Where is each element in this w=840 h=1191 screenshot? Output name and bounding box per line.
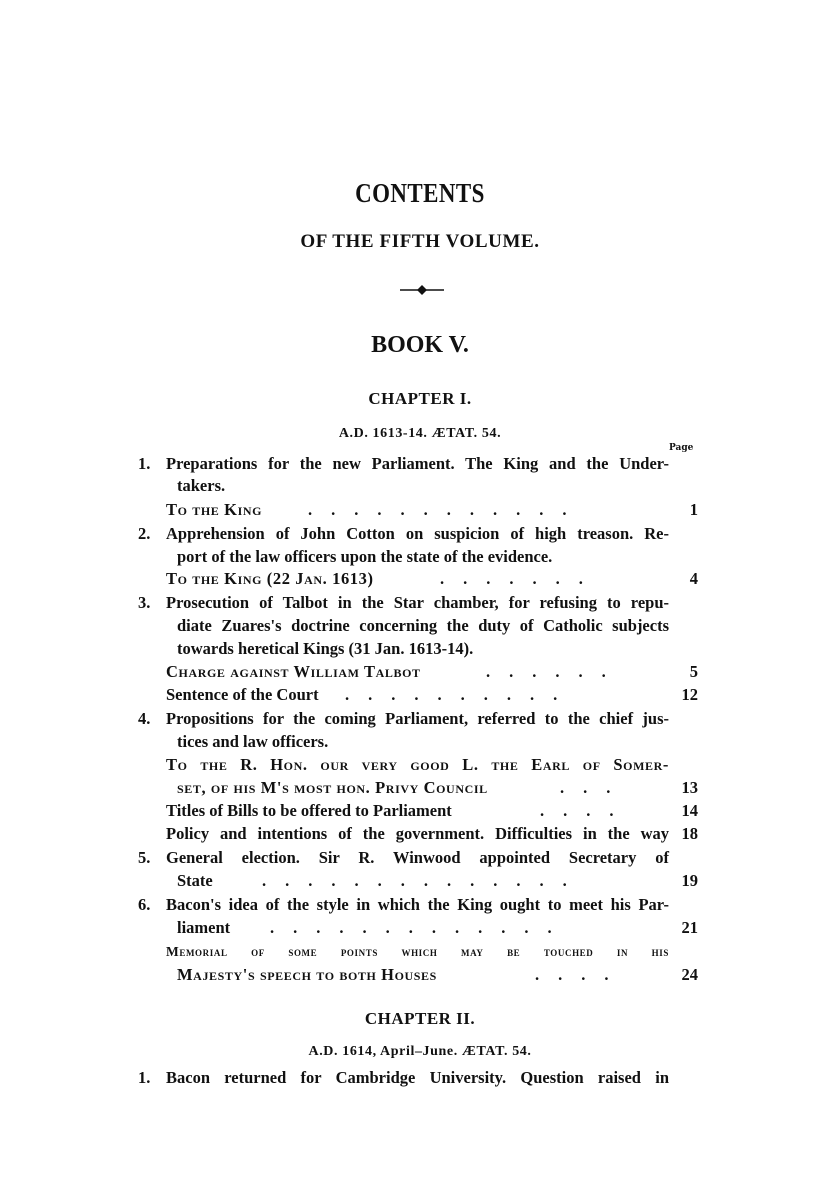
entry-text: State (177, 871, 213, 890)
volume-subtitle: OF THE FIFTH VOLUME. (300, 231, 540, 252)
page-number: 13 (681, 778, 698, 797)
entry-text: To the King (22 Jan. 1613) (166, 569, 374, 588)
entry-number: 1. (138, 454, 151, 473)
chapter-1-date: A.D. 1613-14. ÆTAT. 54. (338, 426, 502, 441)
toc-subentry (0, 753, 840, 777)
chapter-2-date: A.D. 1614, April–June. ÆTAT. 54. (308, 1044, 532, 1059)
toc-subentry-cont: set, of his M's most hon. Privy Council ... 13 (0, 776, 840, 800)
page-number: 18 (681, 824, 698, 843)
entry-text: Memorial of some points which may be touched in his (166, 944, 669, 959)
entry-text: towards heretical Kings (31 Jan. 1613-14). (177, 639, 474, 658)
toc-entry-3-cont (0, 614, 840, 638)
page-number: 21 (681, 918, 698, 937)
page-number: 19 (681, 871, 698, 890)
entry-text: Titles of Bills to be offered to Parliament (166, 801, 452, 820)
toc-entry-6-cont: liament ............. 21 (0, 916, 840, 940)
entry-text: Bacon's idea of the style in which the King ought to meet his Par- (166, 895, 669, 914)
entry-text: Prosecution of Talbot in the Star chamber, for refusing to repu- (166, 593, 669, 612)
toc-entry-2-cont (0, 545, 840, 569)
entry-text: Preparations for the new Parliament. The King and the Under- (166, 454, 669, 473)
toc-entry-2 (0, 522, 840, 546)
entry-text: Sentence of the Court (166, 685, 319, 704)
toc-subentry: Charge against William Talbot ...... 5 (0, 660, 840, 684)
entry-text: Policy and intentions of the government. Difficulties in the way (166, 824, 669, 843)
toc-entry-2-1 (0, 1066, 840, 1090)
entry-number: 3. (138, 593, 151, 612)
toc-entry-4 (0, 707, 840, 731)
entry-text: takers. (177, 476, 226, 495)
entry-text: Bacon returned for Cambridge University. Question raised in (166, 1068, 669, 1087)
page-number: 12 (681, 685, 698, 704)
toc-subentry-cont: Majesty's speech to both Houses .... 24 (0, 963, 840, 987)
page-title: CONTENTS (355, 178, 485, 208)
entry-number: 4. (138, 709, 151, 728)
entry-text: To the King (166, 500, 263, 519)
entry-text: tices and law officers. (177, 732, 329, 751)
entry-text: Propositions for the coming Parliament, referred to the chief jus- (166, 709, 669, 728)
toc-subentry: Titles of Bills to be offered to Parliament .... 14 (0, 799, 840, 823)
toc-entry-3 (0, 591, 840, 615)
page-number: 24 (681, 965, 698, 984)
entry-number: 5. (138, 848, 151, 867)
toc-subentry: To the King (22 Jan. 1613) ....... 4 (0, 567, 840, 591)
entry-text: Apprehension of John Cotton on suspicion of high treason. Re- (166, 524, 669, 543)
page-number: 14 (681, 801, 698, 820)
entry-text: Charge against William Talbot (166, 662, 421, 681)
toc-entry-1-cont (0, 474, 840, 498)
entry-text: liament (177, 918, 231, 937)
entry-number: 2. (138, 524, 151, 543)
entry-text: Majesty's speech to both Houses (177, 965, 437, 984)
toc-entry-6 (0, 893, 840, 917)
page-column-label: Page (669, 443, 694, 453)
entry-number: 6. (138, 895, 151, 914)
page-number: 4 (689, 569, 698, 588)
entry-text: port of the law officers upon the state of the evidence. (177, 547, 553, 566)
entry-text: diate Zuares's doctrine concerning the duty of Catholic subjects (177, 616, 669, 635)
page-number: 5 (689, 662, 698, 681)
page-number: 1 (689, 500, 698, 519)
entry-text: To the R. Hon. our very good L. the Earl of Somer- (166, 755, 669, 774)
entry-text: set, of his M's most hon. Privy Council (177, 778, 488, 797)
toc-subentry: To the King ............ 1 (0, 498, 840, 522)
chapter-1-heading: CHAPTER I. (368, 389, 472, 408)
toc-subentry (0, 940, 840, 964)
toc-entry-1 (0, 452, 840, 476)
chapter-2-heading: CHAPTER II. (364, 1009, 476, 1028)
entry-number: 1. (138, 1068, 151, 1087)
toc-entry-3-cont (0, 637, 840, 661)
entry-text: General election. Sir R. Winwood appointed Secretary of (166, 848, 669, 867)
toc-entry-5-cont: State .............. 19 (0, 869, 840, 893)
toc-entry-5 (0, 846, 840, 870)
toc-subentry (0, 822, 840, 846)
toc-entry-4-cont (0, 730, 840, 754)
book-heading: BOOK V. (371, 332, 469, 358)
toc-subentry: Sentence of the Court .......... 12 (0, 683, 840, 707)
diamond-ornament-icon (400, 284, 444, 296)
